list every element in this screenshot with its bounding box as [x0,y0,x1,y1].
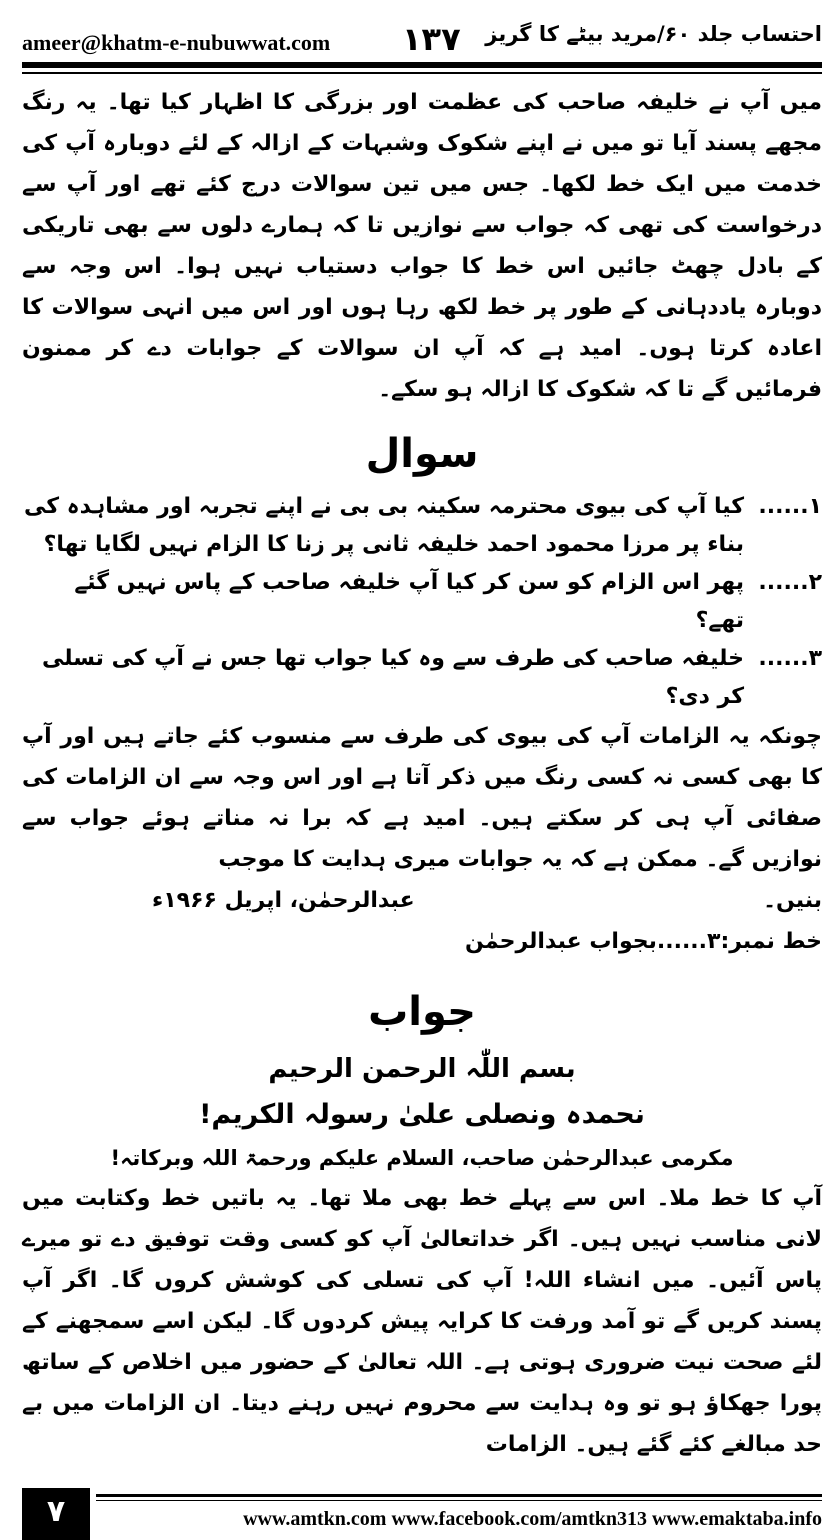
running-title: احتساب جلد ۶۰/مرید بیٹے کا گریز [485,22,822,46]
question-heading: سوال [365,431,479,477]
question-item [22,640,822,716]
page-content [22,82,822,1465]
letter-number: خط نمبر:۳......بجواب عبدالرحمٰن [465,929,822,954]
question-text: پھر اس الزام کو سن کر کیا آپ خلیفہ صاحب کے پاس نہیں گئے تھے؟ [74,570,744,633]
footer-page-box: ۷ [22,1488,90,1540]
closing-paragraph: چونکہ یہ الزامات آپ کی بیوی کی طرف سے منسوب کئے جاتے ہیں اور آپ کا بھی کسی نہ کسی رنگ میں ذکر آتا ہے اور اس وجہ سے ان الزامات کی صفائی آپ ہی کر سکتے ہیں۔ امید ہے کہ برا نہ مناتے ہوئے جواب سے نوازیں گے۔ ممکن ہے کہ یہ جوابات میری ہدایت کا موجب [22,724,822,872]
intro-paragraph: میں آپ نے خلیفہ صاحب کی عظمت اور بزرگی کا اظہار کیا تھا۔ یہ رنگ مجھے پسند آیا تو میں نے اپنے شکوک وشبہات کے ازالہ کے لئے دوبارہ آپ کی خدمت میں ایک خط لکھا۔ جس میں تین سوالات درج کئے تھے اور آپ سے درخواست کی تھی کہ جواب سے نوازیں تا کہ ہمارے دلوں سے بھی تاریکی کے بادل چھٹ جائیں اس خط کا جواب دستیاب نہیں ہوا۔ اس وجہ سے دوبارہ یاددہانی کے طور پر خط لکھ رہا ہوں اور اس میں انہی سوالات کا اعادہ کرتا ہوں۔ امید ہے کہ آپ ان سوالات کے جوابات دے کر ممنون فرمائیں گے تا کہ شکوک کا ازالہ ہو سکے۔ [22,90,822,402]
header-rule-thick [22,62,822,68]
basmala: بسم اللّٰہ الرحمن الرحیم [268,1054,576,1084]
question-number: ۳...... [758,646,822,671]
header-email: ameer@khatm-e-nubuwwat.com [22,30,331,55]
question-number: ۱...... [758,494,822,519]
page-header [22,14,822,58]
footer-rule-thick [96,1494,822,1497]
footer-rule-thin [96,1500,822,1501]
hamd-line: نحمدہ ونصلی علیٰ رسولہ الکریم! [199,1099,645,1130]
header-rule-thin [22,72,822,74]
footer-links: www.amtkn.com www.facebook.com/amtkn313 www.emaktaba.info [243,1508,822,1530]
answer-heading: جواب [368,989,476,1035]
signature: عبدالرحمٰن، اپریل ۱۹۶۶ء [152,888,415,913]
salutation: مکرمی عبدالرحمٰن صاحب، السلام علیکم ورحمۃ اللہ وبرکاتہ! [110,1146,734,1170]
answer-paragraph: آپ کا خط ملا۔ اس سے پہلے خط بھی ملا تھا۔ یہ باتیں خط وکتابت میں لانی مناسب نہیں ہیں۔ اگر خداتعالیٰ آپ کو کسی وقت توفیق دے تو میرے پاس آئیں۔ میں انشاء اللہ! آپ کی تسلی کی کوشش کروں گا۔ اگر آپ پسند کریں گے تو آمد ورفت کا کرایہ پیش کردوں گا۔ لیکن اسے سمجھنے کے لئے صحت نیت ضروری ہوتی ہے۔ اللہ تعالیٰ کے حضور میں اخلاص کے ساتھ پورا جھکاؤ ہو تو وہ ہدایت سے محروم نہیں رہنے دیتا۔ ان الزامات میں بے حد مبالغے کئے گئے ہیں۔ الزامات [22,1186,822,1457]
question-item [22,564,822,640]
question-number: ۲...... [758,570,822,595]
page-number: ۱۳۷ [402,20,461,58]
question-item [22,488,822,564]
signoff-line [22,880,822,921]
closing-last-word: بنیں۔ [763,888,822,913]
question-text: کیا آپ کی بیوی محترمہ سکینہ بی بی نے اپنے تجربہ اور مشاہدہ کی بناء پر مرزا محمود احمد خلیفہ ثانی پر زنا کا الزام نہیں لگایا تھا؟ [24,494,744,557]
question-text: خلیفہ صاحب کی طرف سے وہ کیا جواب تھا جس نے آپ کی تسلی کر دی؟ [42,646,744,709]
